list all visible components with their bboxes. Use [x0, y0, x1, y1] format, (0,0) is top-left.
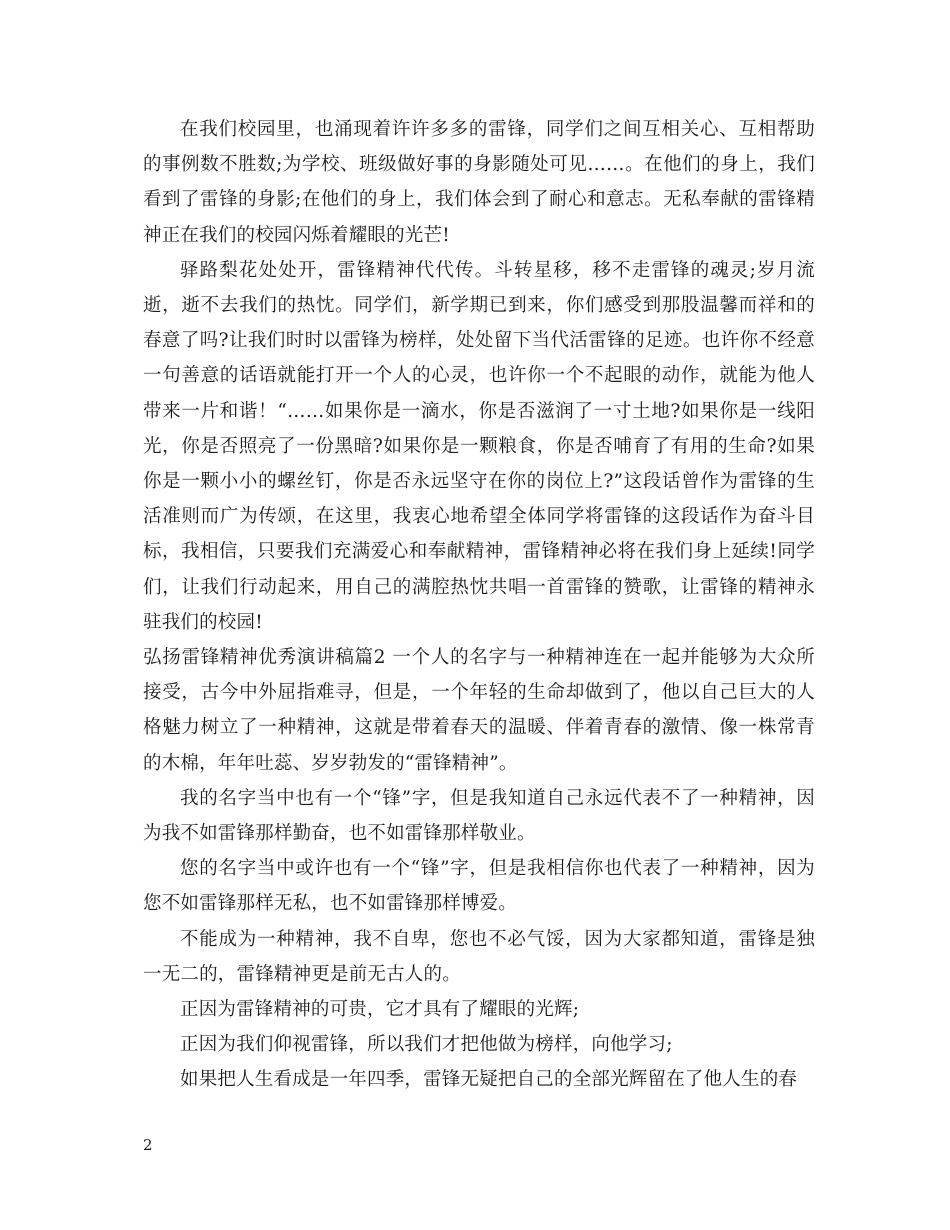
paragraph-campus-leifeng: 在我们校园里，也涌现着许许多多的雷锋，同学们之间互相关心、互相帮助的事例数不胜数;为学校、班级做好事的身影随处可见……。在他们的身上，我们看到了雷锋的身影;在他们的身上，我们体会到了耐心和意志。无私奉献的雷锋精神正在我们的校园闪烁着耀眼的光芒!	[143, 119, 815, 246]
paragraph-spirit-passed-on: 驿路梨花处处开，雷锋精神代代传。斗转星移，移不走雷锋的魂灵;岁月流逝，逝不去我们的热忱。同学们，新学期已到来，你们感受到那股温馨而祥和的春意了吗?让我们时时以雷锋为榜样，处处留下当代活雷锋的足迹。也许你不经意一句善意的话语就能打开一个人的心灵，也许你一个不起眼的动作，就能为他人带来一片和谐！“……如果你是一滴水，你是否滋润了一寸土地?如果你是一线阳光，你是否照亮了一份黑暗?如果你是一颗粮食，你是否哺育了有用的生命?如果你是一颗小小的螺丝钉，你是否永远坚守在你的岗位上?”这段话曾作为雷锋的生活准则而广为传颂，在这里，我衷心地希望全体同学将雷锋的这段话作为奋斗目标，我相信，只要我们充满爱心和奉献精神，雷锋精神必将在我们身上延续!同学们，让我们行动起来，用自己的满腔热忱共唱一首雷锋的赞歌，让雷锋的精神永驻我们的校园!	[143, 259, 815, 633]
document-body	[143, 112, 815, 1098]
section-heading: 弘扬雷锋精神优秀演讲稿篇2	[143, 647, 386, 669]
paragraph-look-up: 正因为我们仰视雷锋，所以我们才把他做为榜样，向他学习;	[180, 1034, 673, 1056]
paragraph-your-name: 您的名字当中或许也有一个“锋”字，但是我相信你也代表了一种精神，因为您不如雷锋那样无私，也不如雷锋那样博爱。	[143, 858, 815, 915]
section-intro-text: 一个人的名字与一种精神连在一起并能够为大众所接受，古今中外屈指难寻，但是，一个年轻的生命却做到了，他以自己巨大的人格魅力树立了一种精神，这就是带着春天的温暖、伴着青春的激情、像一株常青的木棉，年年吐蕊、岁岁勃发的“雷锋精神”。	[143, 647, 816, 774]
paragraph-my-name: 我的名字当中也有一个“锋”字，但是我知道自己永远代表不了一种精神，因为我不如雷锋那样勤奋，也不如雷锋那样敬业。	[143, 787, 815, 845]
section-paragraph	[143, 640, 815, 781]
paragraph-precious-spirit: 正因为雷锋精神的可贵，它才具有了耀眼的光辉;	[180, 999, 580, 1021]
paragraph-four-seasons: 如果把人生看成是一年四季，雷锋无疑把自己的全部光辉留在了他人生的春	[180, 1069, 798, 1091]
page-number: 2	[143, 1136, 153, 1154]
paragraph-not-discouraged: 不能成为一种精神，我不自卑，您也不必气馁，因为大家都知道，雷锋是独一无二的，雷锋精神更是前无古人的。	[143, 928, 815, 985]
